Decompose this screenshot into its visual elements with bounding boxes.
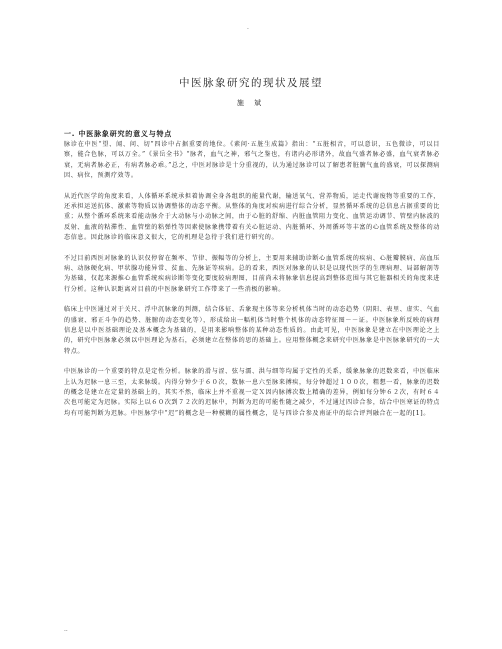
body-text (64, 140, 440, 429)
page-title: 中医脉象研究的现状及展望 (179, 77, 323, 90)
paragraph: 中医脉诊的一个重要的特点是定性分析。脉象的滑与涩、弦与濡、洪与细等均属于定性的关系，缓象脉象的迟数来看，中医临床上认为迟脉一息三至，太来脉缓。内得分钟少于６０次，数脉一息六至脉来搏疾，每分钟超过１００次，粗想一看，脉象的迟数的概念是建立在定量的基础上的，其实不然，临床上并不重视一定Ｘ因内脉搏次数上精确的差异，例如每分钟６２次，有时６４次也可能定为迟脉。实际上以６０次到７２次的迟脉中，判断为迟的可能性随之减少，不过通过四诊合参，结合中医寒证的特点均有可能判断为迟脉。中医脉学中“迟”的概念是一种模糊的属性概念，是与四诊合参及南证中的综合评判融合在一起的[1]。 (64, 368, 440, 417)
top-mark: · (247, 26, 249, 33)
paragraph: 从近代医学的角度来看，人体循环系统承担着协调全身各组织的能量代谢，输送氧气、营养物质，运走代谢废物等重要的工作，还承担运送抗体、激素等物质以协调整体的动态平衡。从整体的角度对疾病进行综合分析，显然循环系统的总信息占据重要的比重；从整个循环系统来看能动脉介于大动脉与小动脉之间，由于心脏的舒缩、内脏血管阻力变化、血管运动调节、管壁内脉波的反射、血液的粘滞性、血管壁的粘弹性等因素使脉象携带着有关心脏运动、内脏循环、外周循环等丰富的心血管系统及整体的动态信息。因此脉诊的临床意义很大，它的机理是急待于我们进行研究的。 (64, 192, 440, 241)
bottom-mark: .. (64, 626, 68, 633)
paragraph: 临床上中医通过对于关尺、浮中沉脉象的判测，结合体征、舌象现主体等来分析机体当时的动态趋势（阴阳、表里、虚实、气血的盛衰、邪正斗争的趋势、脏腑的动态变化等），形成给出一幅机体当时整个机体的动态特征图－－证。中医脉象所反映的病理信息是以中医基础理论及基本概念为基础的，是用来影响整体的某种动态性质的。由此可见，中医脉象是建立在中医理论之上的，研究中医脉象必须以中医理论为基石，必须建立在整体的思的基础上。应用整体概念来研究中医脉象是中医脉象研究的一大特点。 (64, 306, 440, 355)
author-name: 施 斌 (236, 99, 266, 107)
paragraph: 脉诊在中医“望、闻、问、切”四诊中占据重要的地位。《素问·五脏生成篇》指出：“五脏相音，可以意识，五色微诊，可以目察，能合色脉，可以万全。”《景岳全书》“脉者，血气之神，邪气之鉴也，有诸内必形诸外，故血气盛者脉必盛，血气衰者脉必衰，无病者脉必正，有病者脉必乖。”总之，中医对脉诊是十分重视的，认为通过脉诊可以了解患者脏腑气血的盛衰，可以探测病因、病位，预测疗效等。 (64, 141, 440, 179)
section-heading: 一. 中医脉象研究的意义与特点 (64, 129, 173, 138)
paragraph: 不过目前西医对脉象的认识仅停留在频率、节律、振幅等的分析上，主要用来辅助诊断心血管系统的疾病、心脏瓣膜病、高血压病、动脉硬化病、甲状腺功能异常、贫血、先脉证等疾病。总的看来，西医对脉象的认识是以现代医学的生理病理、局部解剖等为基础，仅起来源推心血管系统疾病诊断等变化要度较病理图，目前尚未将脉象信息提高到整体范围与其它脏器相关的角度来进行分析。这种认识距离对目前的中医脉象研究工作带来了一些消极的影响。 (64, 254, 440, 293)
